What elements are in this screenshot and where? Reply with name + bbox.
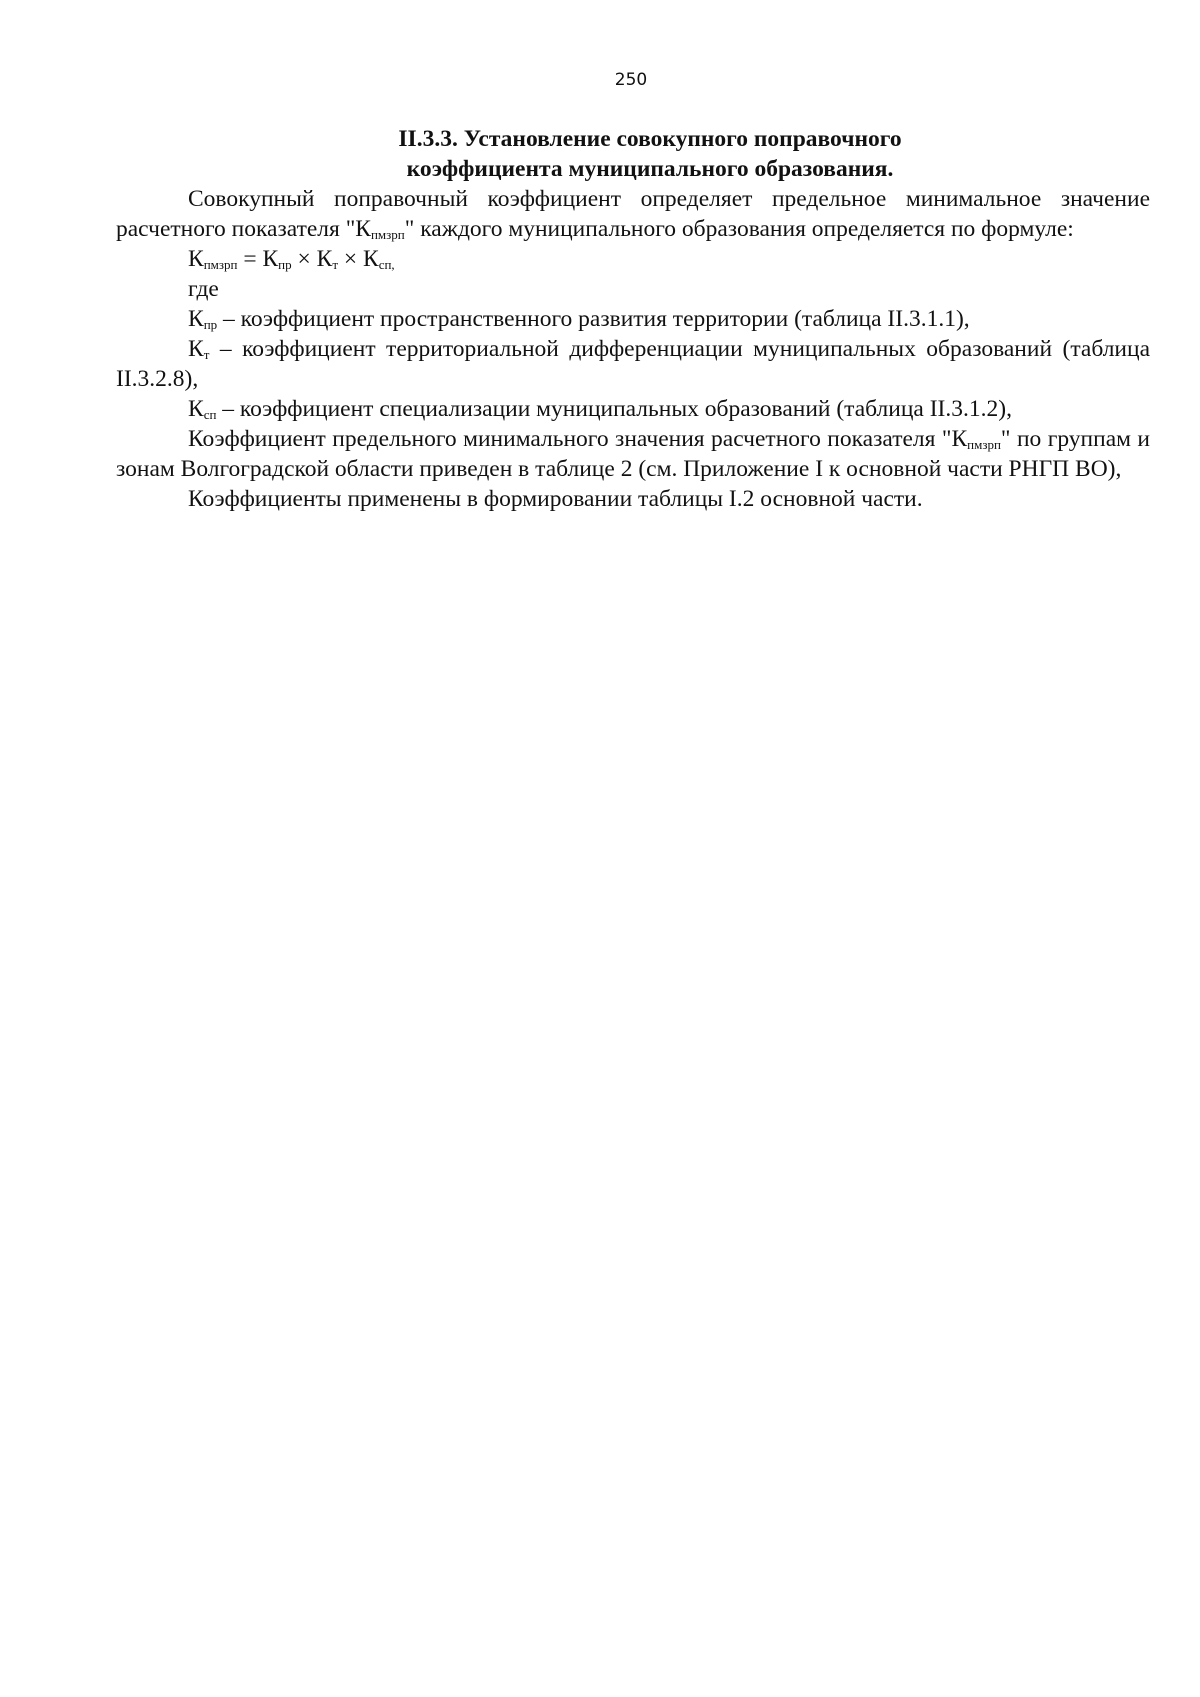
formula-subscript: пмзрп <box>203 257 238 272</box>
paragraph-text: " по группам и зонам Волгоградской области приведен в таблице 2 (см. Приложение I к основной части РНГП ВО), <box>116 426 1151 482</box>
definition-subscript: сп <box>203 407 217 422</box>
paragraph-total-coefficient <box>116 184 1150 244</box>
section-heading <box>116 124 1150 184</box>
where-label: где <box>188 276 219 302</box>
definition-text: – коэффициент пространственного развития территории (таблица II.3.1.1), <box>217 306 970 332</box>
formula-subscript: пр <box>278 257 292 272</box>
definition-symbol: К <box>188 396 204 422</box>
formula-subscript: сп, <box>378 257 395 272</box>
formula <box>116 244 1150 274</box>
formula-symbol: × К <box>338 246 379 272</box>
paragraph-text: " каждого муниципального образования определяется по формуле: <box>404 216 1074 242</box>
page-number: 250 <box>614 70 648 90</box>
definition-k-t <box>116 334 1150 394</box>
formula-subscript: т <box>332 257 338 272</box>
subscript: пмзрп <box>967 437 1001 452</box>
definition-text: – коэффициент специализации муниципальных образований (таблица II.3.1.2), <box>216 396 1012 422</box>
definition-k-sp <box>116 394 1150 424</box>
document-body <box>116 124 1150 514</box>
formula-symbol: = К <box>237 246 279 272</box>
definition-symbol: К <box>188 306 204 332</box>
paragraph-coefficient-table <box>116 424 1150 484</box>
definition-symbol: К <box>188 336 204 362</box>
paragraph-text: Коэффициент предельного минимального значения расчетного показателя "К <box>188 426 968 452</box>
formula-symbol: К <box>188 246 204 272</box>
section-heading-line-2: коэффициента муниципального образования. <box>406 156 894 182</box>
definition-subscript: т <box>203 347 210 362</box>
subscript: пмзрп <box>370 227 405 242</box>
definition-subscript: пр <box>203 317 218 332</box>
paragraph-coefficients-applied: Коэффициенты применены в формировании таблицы I.2 основной части. <box>188 486 923 512</box>
definition-text: – коэффициент территориальной дифференциации муниципальных образований (таблица II.3.2.8), <box>116 336 1150 392</box>
definition-k-pr <box>116 304 1150 334</box>
formula-symbol: × К <box>291 246 333 272</box>
paragraph-text: Совокупный поправочный коэффициент определяет предельное минимальное значение расчетного показателя "К <box>116 186 1150 242</box>
section-heading-line-1: II.3.3. Установление совокупного поправочного <box>398 126 902 152</box>
